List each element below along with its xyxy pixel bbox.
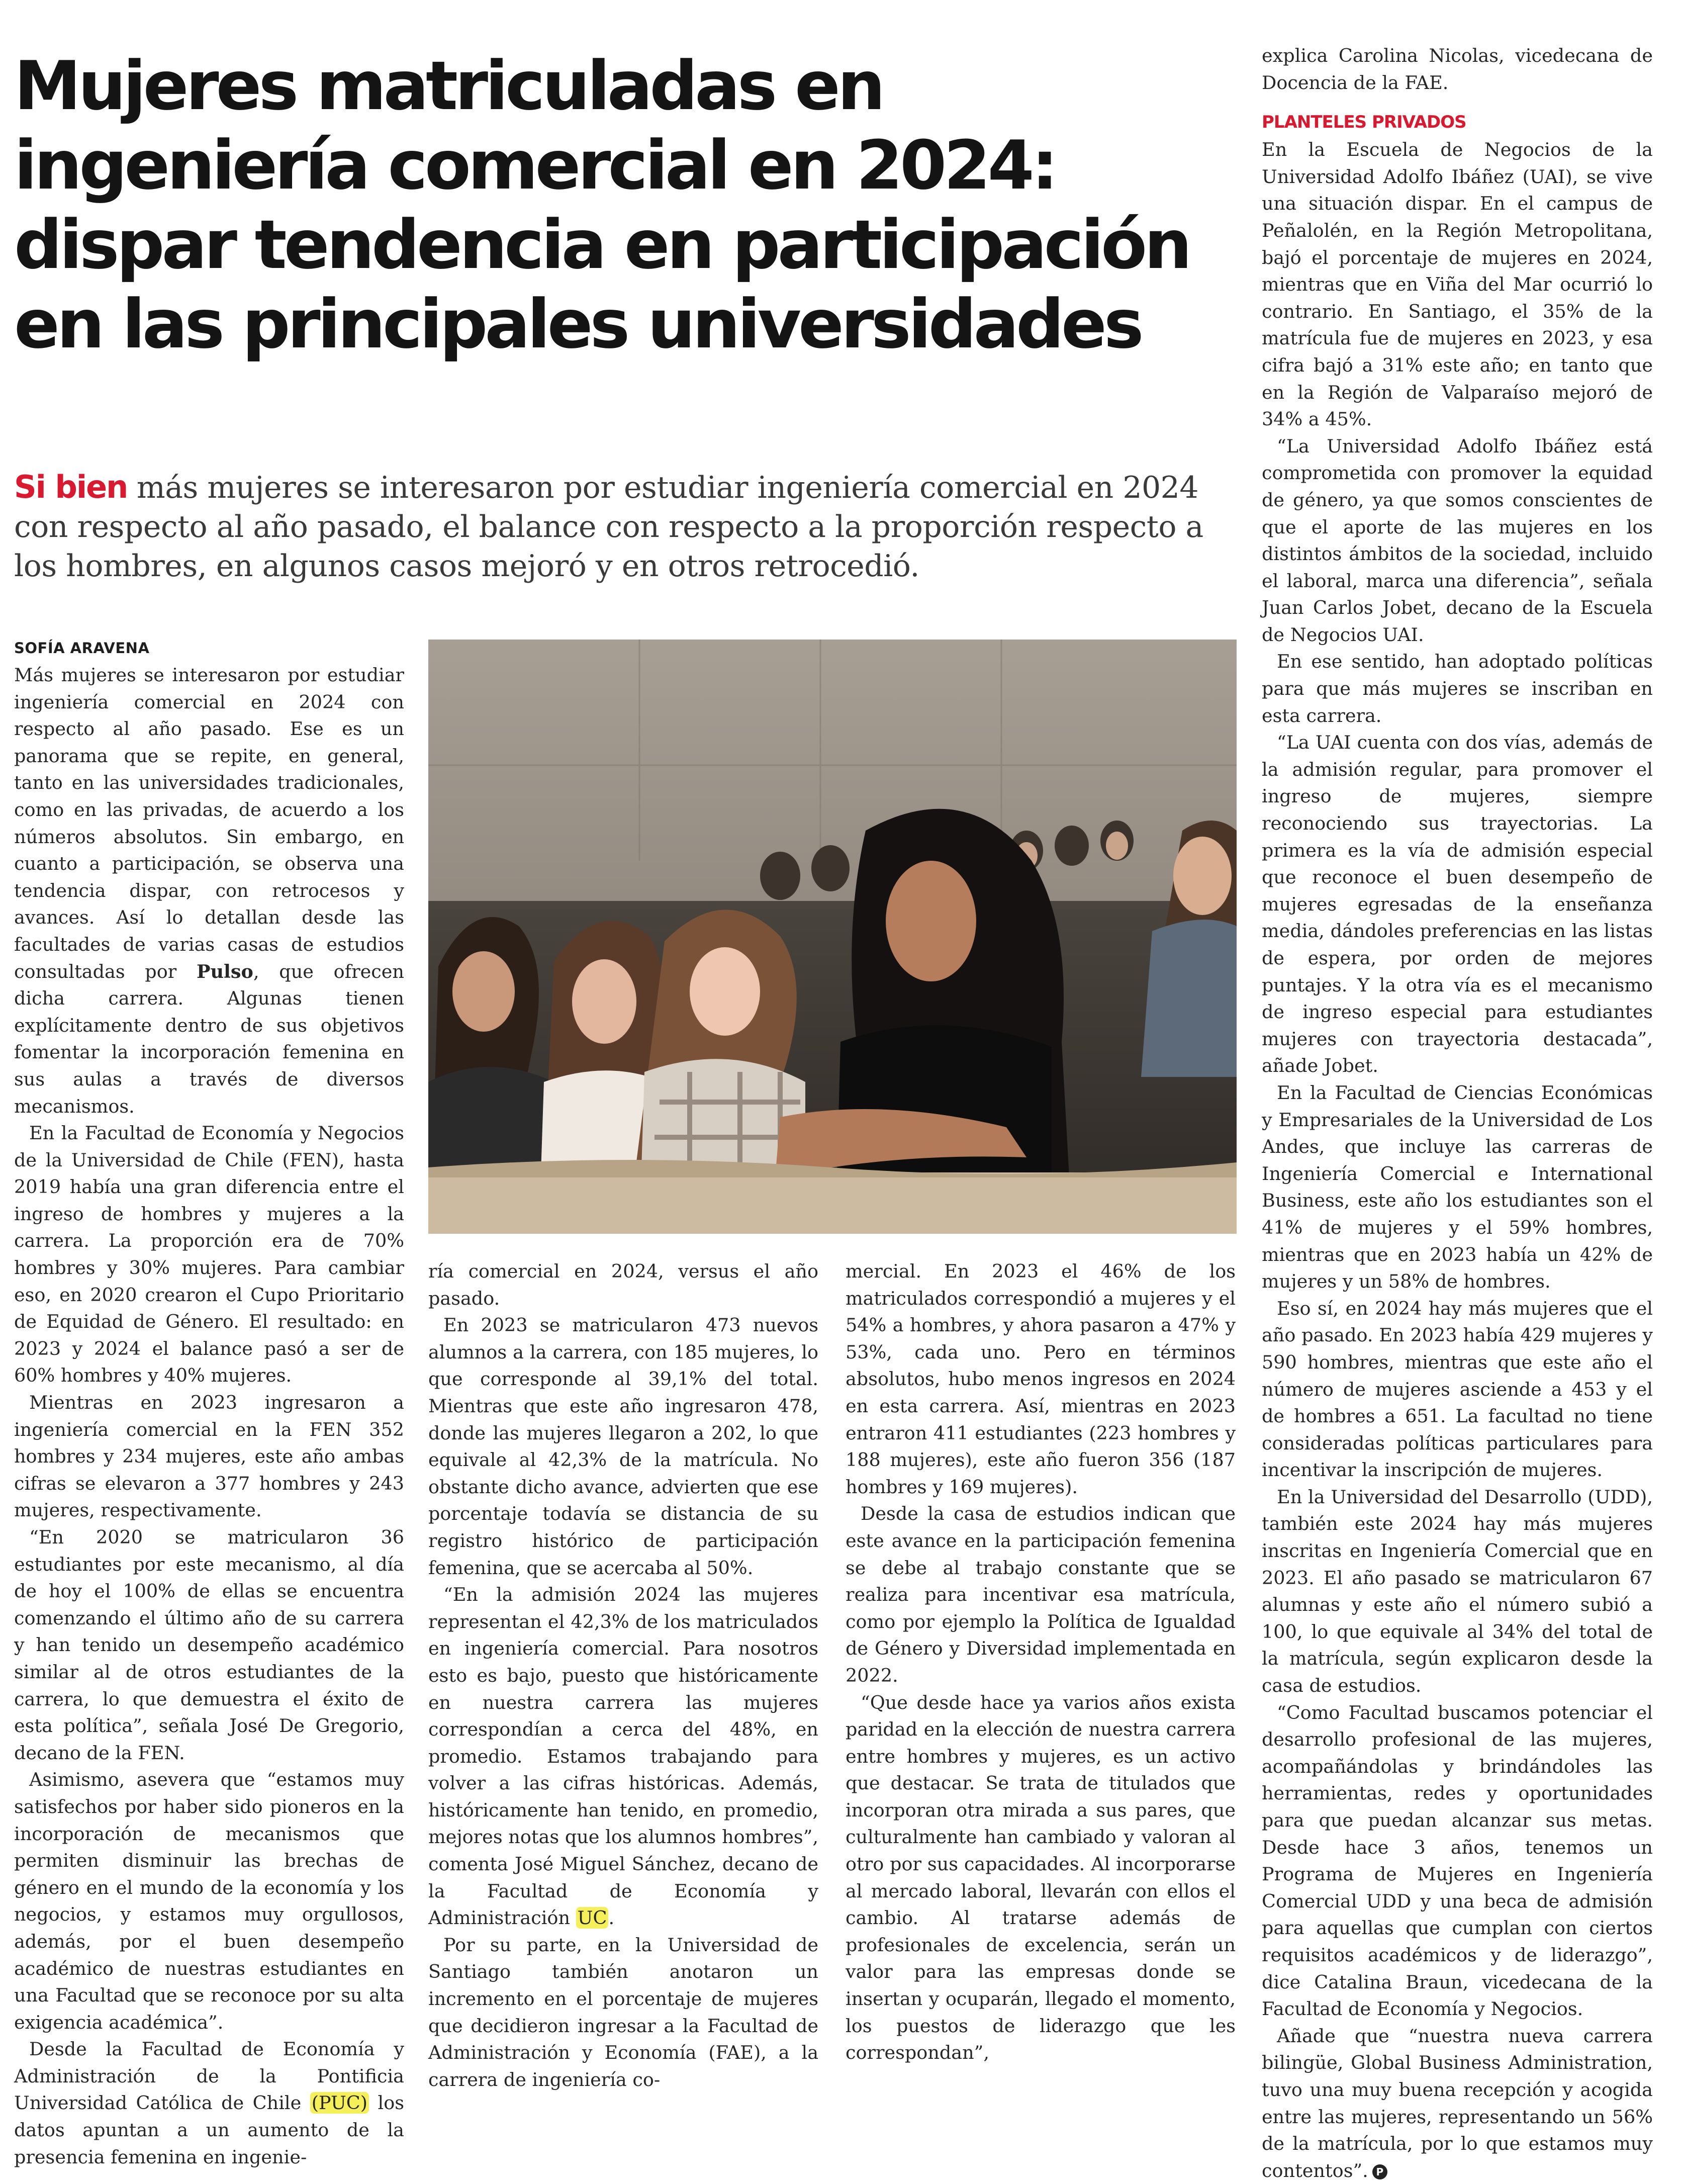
pulso-brand-mention: Pulso	[196, 960, 253, 982]
section-subhead: PLANTELES PRIVADOS	[1262, 112, 1466, 133]
body-paragraph	[14, 2036, 404, 2170]
article-photo	[428, 640, 1237, 1234]
highlighted-text: UC	[576, 1907, 609, 1929]
body-paragraph: ría comercial en 2024, versus el año pasado.	[428, 1260, 818, 1309]
body-paragraph: mercial. En 2023 el 46% de los matriculados correspondió a mujeres y el 54% a hombres, y ahora pasaron a 47% y 53%, cada uno. Pero en términos absolutos, hubo menos ingresos en 2024 en esta carrera. Así, mientras en 2023 entraron 411 estudiantes (223 hombres y 188 mujeres), este año fueron 356 (187 hombres y 169 mujeres).	[846, 1260, 1236, 1498]
body-paragraph: “La UAI cuenta con dos vías, además de la admisión regular, para promover el ingreso de mujeres, siempre reconociendo sus trayectorias. La primera es la vía de admisión especial que reconoce el buen desempeño de mujeres egresadas de la enseñanza media, dándoles preferencias en las listas de espera, por orden de mejores puntajes. Y la otra vía es el mecanismo de ingreso especial para estudiantes mujeres con trayectoria destacada”, añade Jobet.	[1262, 732, 1653, 1077]
body-paragraph: En ese sentido, han adoptado políticas para que más mujeres se inscriban en esta carrera.	[1262, 651, 1653, 726]
byline: SOFÍA ARAVENA	[14, 640, 150, 657]
body-paragraph: En la Universidad del Desarrollo (UDD), también este 2024 hay más mujeres inscritas en Ingeniería Comercial que en 2023. El año pasado se matricularon 67 alumnas y este año el número subió a 100, lo que equivale al 34% del total de la matrícula, según explicaron desde la casa de estudios.	[1262, 1486, 1653, 1697]
body-paragraph	[14, 662, 404, 1120]
body-paragraph: “Como Facultad buscamos potenciar el desarrollo profesional de las mujeres, acompañándolas y brindándoles las herramientas, redes y oportunidades para que puedan alcanzar sus metas. Desde hace 3 años, tenemos un Programa de Mujeres en Ingeniería Comercial UDD y una beca de admisión para aquellas que cumplan con ciertos requisitos académicos y de liderazgo”, dice Catalina Braun, vicedecana de la Facultad de Economía y Negocios.	[1262, 1701, 1653, 2020]
lead-kicker: Si bien	[14, 469, 128, 505]
lead-text: más mujeres se interesaron por estudiar ingeniería comercial en 2024 con respecto al año pasado, el balance con respecto a la proporción respecto a los hombres, en algunos casos mejoró y en otros retrocedió.	[14, 470, 1203, 584]
body-paragraph: Mientras en 2023 ingresaron a ingeniería comercial en la FEN 352 hombres y 234 mujeres, este año ambas cifras se elevaron a 377 hombres y 243 mujeres, respectivamente.	[14, 1392, 404, 1521]
body-paragraph: Eso sí, en 2024 hay más mujeres que el año pasado. En 2023 había 429 mujeres y 590 hombres, mientras que este año el número de mujeres asciende a 453 y el de hombres a 651. La facultad no tiene consideradas políticas particulares para incentivar la inscripción de mujeres.	[1262, 1297, 1653, 1481]
paragraph-text: , que ofrecen dicha carrera. Algunas tienen explícitamente dentro de sus objetivos fomentar la incorporación femenina en sus aulas a través de diversos mecanismos.	[14, 960, 404, 1117]
article-column-2	[428, 1258, 818, 2090]
paragraph-text: .	[608, 1907, 615, 1929]
body-paragraph	[428, 1581, 818, 1932]
article-column-4	[1262, 42, 1653, 2181]
paragraph-text: Añade que “nuestra nueva carrera bilingüe, Global Business Administration, tuvo una muy buena recepción y acogida entre las mujeres, representando un 56% de la matrícula, por lo que estamos muy contentos”.	[1262, 2025, 1653, 2181]
body-paragraph: explica Carolina Nicolas, vicedecana de Docencia de la FAE.	[1262, 45, 1653, 94]
headline-line-2: ingeniería comercial en 2024:	[14, 126, 1056, 205]
body-paragraph: Por su parte, en la Universidad de Santiago también anotaron un incremento en el porcentaje de mujeres que decidieron ingresar a la Facultad de Administración y Economía (FAE), a la carrera de ingeniería co-	[428, 1934, 818, 2090]
body-paragraph: “En 2020 se matricularon 36 estudiantes por este mecanismo, al día de hoy el 100% de ellas se encuentra comenzando el último año de su carrera y han tenido un desempeño académico similar al de otros estudiantes de la carrera, lo que demuestra el éxito de esta política”, señala José De Gregorio, decano de la FEN.	[14, 1526, 404, 1764]
body-paragraph	[1262, 2023, 1653, 2184]
headline-line-4: en las principales universidades	[14, 285, 1141, 363]
body-paragraph: En la Facultad de Ciencias Económicas y Empresariales de la Universidad de Los Andes, que incluye las carreras de Ingeniería Comercial e International Business, este año los estudiantes son el 41% de mujeres y el 59% hombres, mientras que en 2023 había un 42% de mujeres y un 58% de hombres.	[1262, 1081, 1653, 1293]
article-column-1	[14, 662, 405, 2168]
headline-line-3: dispar tendencia en participación	[14, 206, 1189, 284]
body-paragraph: “Que desde hace ya varios años exista paridad en la elección de nuestra carrera entre hombres y mujeres, es un activo que destacar. Se trata de titulados que incorporan otra mirada a sus pares, que culturalmente han cambiado y valoran al otro por sus capacidades. Al incorporarse al mercado laboral, llevarán con ellos el cambio. Al tratarse además de profesionales de excelencia, serán un valor para las empresas donde se insertan y ocuparán, llegado el momento, los puestos de liderazgo que les correspondan”,	[846, 1691, 1236, 2064]
students-auditorium-photo	[428, 640, 1237, 1234]
body-paragraph: “La Universidad Adolfo Ibáñez está comprometida con promover la equidad de género, ya que somos conscientes de que el aporte de las mujeres en los distintos ámbitos de la sociedad, incluido el laboral, marca una diferencia”, señala Juan Carlos Jobet, decano de la Escuela de Negocios UAI.	[1262, 435, 1653, 646]
highlighted-text: (PUC)	[310, 2092, 369, 2114]
body-paragraph: En 2023 se matricularon 473 nuevos alumnos a la carrera, con 185 mujeres, lo que corresponde al 39,1% del total. Mientras que este año ingresaron 478, donde las mujeres llegaron a 202, lo que equivale al 42,3% de la matrícula. No obstante dicho avance, advierten que ese porcentaje todavía se distancia de su registro histórico de participación femenina, que se acercaba al 50%.	[428, 1314, 818, 1579]
paragraph-text: los datos apuntan a un aumento de la presencia femenina en ingenie-	[14, 2092, 405, 2168]
headline	[14, 46, 1231, 364]
body-paragraph: Desde la casa de estudios indican que este avance en la participación femenina se debe al trabajo constante que se realiza para incentivar esa matrícula, como por ejemplo la Política de Igualdad de Género y Diversidad implementada en 2022.	[846, 1503, 1236, 1686]
paragraph-text: Desde la Facultad de Economía y Administración de la Pontificia Universidad Católica de Chile	[14, 2038, 404, 2114]
paragraph-text: Más mujeres se interesaron por estudiar ingeniería comercial en 2024 con respecto al año pasado. Ese es un panorama que se repite, en general, tanto en las universidades tradicionales, como en las privadas, de acuerdo a los números absolutos. Sin embargo, en cuanto a participación, se observa una tendencia dispar, con retrocesos y avances. Así lo detallan desde las facultades de varias casas de estudios consultadas por	[14, 664, 404, 982]
body-paragraph: En la Escuela de Negocios de la Universidad Adolfo Ibáñez (UAI), se vive una situación dispar. En el campus de Peñalolén, en la Región Metropolitana, bajó el porcentaje de mujeres en 2024, mientras que en Viña del Mar ocurrió lo contrario. En Santiago, el 35% de la matrícula fue de mujeres en 2023, y esa cifra bajó a 31% este año; en tanto que en la Región de Valparaíso mejoró de 34% a 45%.	[1262, 139, 1653, 430]
article-column-3	[846, 1258, 1236, 2064]
headline-line-1: Mujeres matriculadas en	[14, 47, 883, 125]
lead-paragraph	[14, 468, 1241, 586]
pulso-end-mark-icon: P	[1372, 2164, 1387, 2179]
body-paragraph: Asimismo, asevera que “estamos muy satisfechos por haber sido pioneros en la incorporación de mecanismos que permiten disminuir las brechas de género en el mundo de la economía y los negocios, y estamos muy orgullosos, además, por el buen desempeño académico de nuestras estudiantes en una Facultad que se reconoce por su alta exigencia académica”.	[14, 1769, 404, 2033]
body-paragraph: En la Facultad de Economía y Negocios de la Universidad de Chile (FEN), hasta 2019 había una gran diferencia entre el ingreso de hombres y mujeres a la carrera. La proporción era de 70% hombres y 30% mujeres. Para cambiar eso, en 2020 crearon el Cupo Prioritario de Equidad de Género. El resultado: en 2023 y 2024 el balance pasó a ser de 60% hombres y 40% mujeres.	[14, 1122, 404, 1387]
paragraph-text: “En la admisión 2024 las mujeres representan el 42,3% de los matriculados en ingeniería comercial. Para nosotros esto es bajo, puesto que históricamente en nuestra carrera las mujeres correspondían a cerca del 48%, en promedio. Estamos trabajando para volver a las cifras históricas. Además, históricamente han tenido, en promedio, mejores notas que los alumnos hombres”, comenta José Miguel Sánchez, decano de la Facultad de Economía y Administración	[428, 1584, 818, 1929]
